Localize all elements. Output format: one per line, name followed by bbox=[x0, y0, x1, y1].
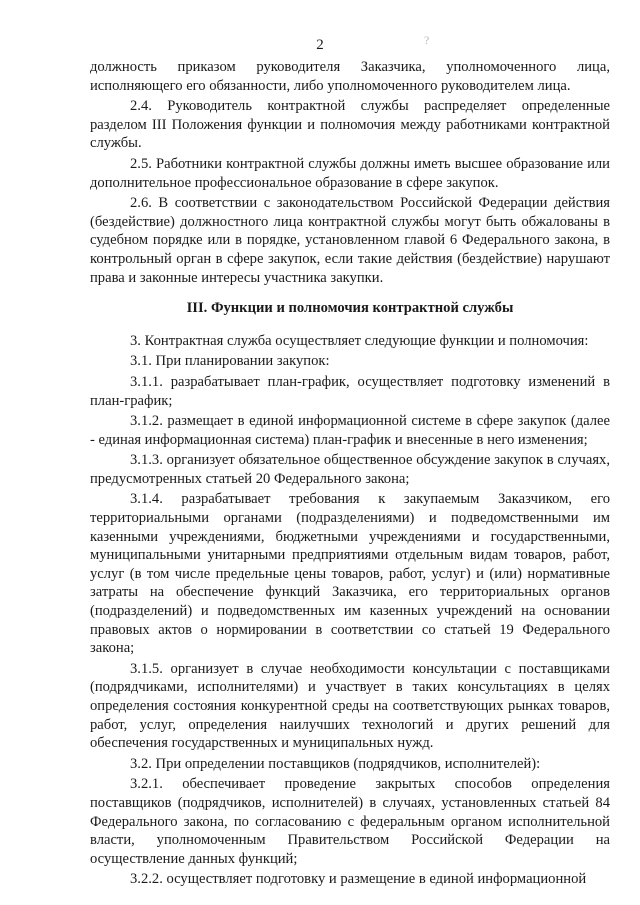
paragraph-3-1: 3.1. При планировании закупок: bbox=[130, 353, 330, 370]
section-heading: III. Функции и полномочия контрактной службы bbox=[186, 300, 514, 317]
paragraph-3-1-3: 3.1.3. организует обязательное общественное обсуждение закупок в случаях, предусмотренных статьей 20 Федерального закона; bbox=[90, 452, 610, 487]
paragraph-2-5: 2.5. Работники контрактной службы должны иметь высшее образование или дополнительное профессиональное образование в сфере закупок. bbox=[90, 155, 610, 191]
paragraph-3-1-5: 3.1.5. организует в случае необходимости консультации с поставщиками (подрядчиками, исполнителями) и участвует в таких консультациях в целях определения состояния конкурентной среды на соответствующих рынках товаров, работ, услуг, определения наилучших технологий и других решений для обеспечения государственных и муниципальных нужд. bbox=[90, 660, 610, 752]
paragraph-2-6: 2.6. В соответствии с законодательством Российской Федерации действия (бездействие) должностного лица контрактной службы могут быть обжалованы в судебном порядке или в порядке, установленном главой 6 Федерального закона, в контрольный орган в сфере закупок, если такие действия (бездействие) нарушают права и законные интересы участника закупки. bbox=[90, 195, 610, 286]
paragraph-continuation: должность приказом руководителя Заказчика, уполномоченного лица, исполняющего его обязанности, либо уполномоченного руководителем лица. bbox=[90, 59, 610, 94]
paragraph-3-1-1: 3.1.1. разрабатывает план-график, осуществляет подготовку изменений в план-график; bbox=[90, 373, 610, 409]
paragraph-3: 3. Контрактная служба осуществляет следующие функции и полномочия: bbox=[130, 332, 589, 349]
paragraph-3-2: 3.2. При определении поставщиков (подрядчиков, исполнителей): bbox=[130, 755, 541, 772]
margin-mark: ? bbox=[424, 33, 430, 47]
paragraph-2-4: 2.4. Руководитель контрактной службы распределяет определенные разделом III Положения функции и полномочия между работниками контрактной службы. bbox=[90, 98, 610, 152]
paragraph-3-1-2: 3.1.2. размещает в единой информационной системе в сфере закупок (далее - единая информационная система) план-график и внесенные в него изменения; bbox=[90, 413, 610, 448]
paragraph-3-2-2: 3.2.2. осуществляет подготовку и размещение в единой информационной bbox=[130, 871, 587, 888]
paragraph-3-2-1: 3.2.1. обеспечивает проведение закрытых способов определения поставщиков (подрядчиков, исполнителей) в случаях, установленных статьей 84 Федерального закона, по согласованию с федеральным органом исполнительной власти, уполномоченным Правительством Российской Федерации на осуществление данных функций; bbox=[90, 776, 610, 867]
document-body bbox=[90, 58, 610, 891]
paragraph-3-1-4: 3.1.4. разрабатывает требования к закупаемым Заказчиком, его территориальными органами (подразделениями) и подведомственными им казенными учреждениями, бюджетными учреждениями и государственными, муниципальными унитарными предприятиями отдельным видам товаров, работ, услуг (в том числе предельные цены товаров, работ, услуг) и (или) нормативные затраты на обеспечение функций Заказчика, его территориальных органов (подразделений) и подведомственных им казенных учреждений на основании правовых актов о нормировании в соответствии со статьей 19 Федерального закона; bbox=[90, 491, 610, 657]
page-number: 2 bbox=[316, 37, 324, 53]
